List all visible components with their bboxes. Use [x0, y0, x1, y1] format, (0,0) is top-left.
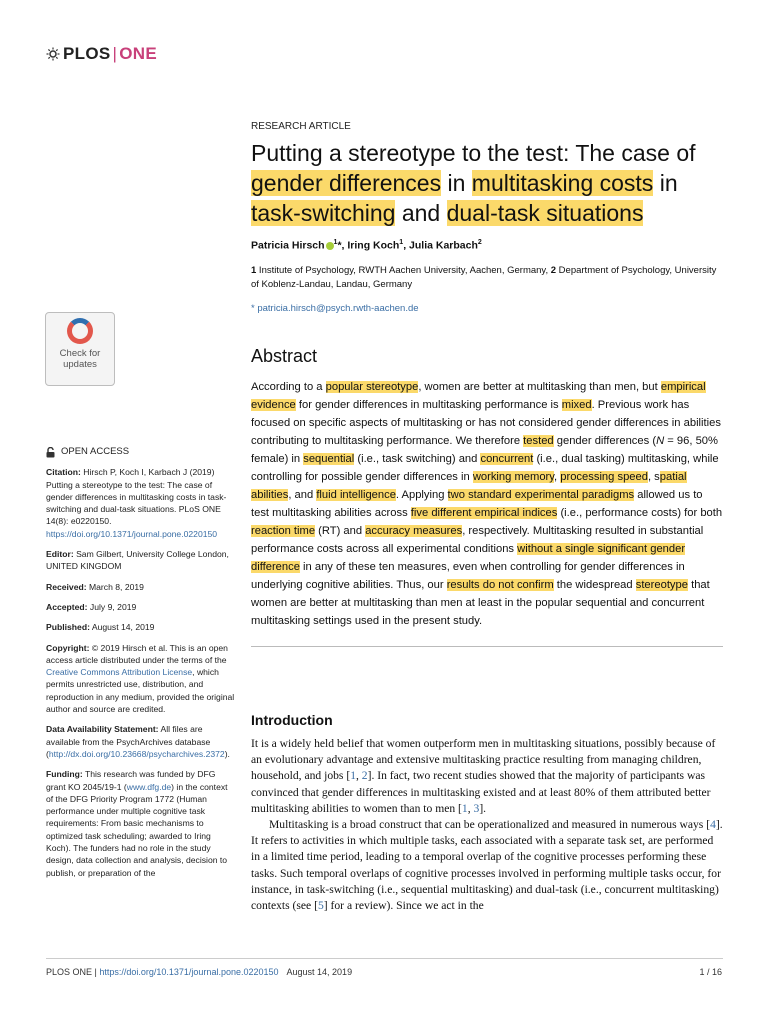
citation-ref-link[interactable]: 2: [361, 769, 368, 783]
abstract-text: , s: [647, 471, 660, 483]
footer-doi-link[interactable]: https://doi.org/10.1371/journal.pone.0220150: [99, 967, 279, 977]
highlighted-phrase: fluid intelligence: [316, 489, 396, 501]
abstract-text: that women are better at multitasking than men at least in the popular sequential and concurrent multitasking settings used in the present study.: [251, 579, 710, 627]
highlighted-phrase: empirical evidence: [251, 381, 706, 411]
orcid-icon[interactable]: [326, 242, 334, 250]
citation-ref-link[interactable]: 4: [710, 818, 716, 832]
introduction-body: [251, 736, 723, 914]
highlighted-phrase: concurrent: [480, 453, 534, 465]
highlighted-phrase: patial abilities: [251, 471, 687, 501]
author-list: Patricia Hirsch $^1$*, Iring Koch$^1$, Julia Karbach$^2$: [251, 239, 482, 252]
copyright: Copyright: © 2019 Hirsch et al. This is an open access article distributed under the terms of the Creative Commons Attribution License, which permits unrestricted use, distribution, and reproduction in any medium, provided the original author and source are credited.: [46, 642, 235, 715]
funding: Funding: This research was funded by DFG grant KO 2045/19-1 (www.dfg.de) in the context of the DFG Priority Program 1772 (Human performance under multiple cognitive task requirements: From basic mechanisms to optimized task scheduling; awarded to Iring Koch). The funders had no role in the study design, data collection and analysis, decision to publish, or preparation of the: [46, 769, 228, 878]
author-karbach[interactable]: , Julia Karbach: [403, 239, 478, 252]
abstract-text: gender differences (: [553, 435, 657, 447]
intro-text: ,: [355, 769, 362, 783]
received-date: Received: March 8, 2019: [46, 581, 144, 592]
abstract-text: , respectively. Multitasking resulted in substantial performance costs across all experimental conditions: [251, 525, 704, 555]
highlighted-phrase: stereotype: [635, 579, 688, 591]
article-type: RESEARCH ARTICLE: [251, 121, 351, 132]
intro-text: ].: [479, 801, 487, 815]
author-hirsch[interactable]: Patricia Hirsch: [251, 239, 325, 252]
citation-ref-link[interactable]: 5: [317, 899, 324, 913]
check-for-updates-badge[interactable]: Check for updates: [45, 312, 115, 386]
abstract-text: . Applying: [395, 489, 448, 501]
citation-ref-link[interactable]: 1: [461, 801, 468, 815]
abstract-text: for gender differences in multitasking performance is: [295, 399, 562, 411]
intro-text: ] for a review). Since we act in the: [323, 899, 484, 913]
introduction-heading: Introduction: [251, 712, 333, 728]
abstract-text: in any of these ten measures, even when controlling for gender differences in underlying cognitive abilities. Thus, our: [251, 561, 685, 591]
abstract-text: N: [656, 435, 665, 447]
abstract-heading: Abstract: [251, 346, 318, 366]
highlighted-phrase: without a single significant gender difference: [251, 543, 686, 573]
dfg-link[interactable]: www.dfg.de: [126, 781, 172, 792]
abstract-body: [251, 378, 723, 630]
abstract-text: the widespread: [553, 579, 636, 591]
published-date: Published: August 14, 2019: [46, 622, 155, 633]
citation-ref-link[interactable]: 3: [473, 801, 480, 815]
affiliations: 1 Institute of Psychology, RWTH Aachen University, Aachen, Germany, 2 Department of Psychology, University of Koblenz-Landau, Landau, Germany: [251, 265, 717, 290]
citation: Citation: Hirsch P, Koch I, Karbach J (2019) Putting a stereotype to the test: The case of gender differences in multitasking costs in task-switching and dual-task situations. PLoS ONE 14(8): e0220150. https://doi.org/10.1371/journal.pone.0220150: [46, 467, 227, 539]
data-availability: Data Availability Statement: All files are available from the PsychArchives database (http://dx.doi.org/10.23668/psycharchives.2372).: [46, 724, 230, 759]
logo-one: ONE: [119, 44, 157, 63]
accepted-date: Accepted: July 9, 2019: [46, 601, 137, 612]
citation-ref-link[interactable]: 1: [350, 769, 356, 783]
intro-text: ]. It refers to activities in which multiple tasks, each associated with a separate task set, are performed in a limited time period, leading to a temporal overlap of the cognitive processes performing these tasks. Such temporal overlaps of cognitive processes involved in performing multiple tasks occur, for instance, in task-switching (i.e., sequential multitasking) and dual-task (i.e., concurrent multitasking) contexts (see [: [251, 818, 723, 913]
abstract-text: , women are better at multitasking than men, but: [418, 381, 661, 393]
intro-paragraph-1: [251, 736, 723, 817]
abstract-text: According to a: [251, 381, 326, 393]
author-koch[interactable]: , Iring Koch: [341, 239, 400, 252]
highlighted-phrase: two standard experimental paradigms: [447, 489, 635, 501]
intro-text: ]. In fact, two recent studies showed that the majority of participants was convinced that gender differences in multitasking existed and at least 80% of them attributed better multitasking abilities to women than to men [: [251, 769, 711, 815]
abstract-text: . Previous work has focused on specific aspects of multitasking or has not considered gender differences in abilities contributing to multitasking performance. We therefore: [251, 399, 721, 447]
page-number: 1 / 16: [699, 967, 722, 977]
editor: Editor: Sam Gilbert, University College London, UNITED KINGDOM: [46, 549, 229, 572]
license-link[interactable]: Creative Commons Attribution License: [46, 667, 193, 678]
highlighted-phrase: working memory: [472, 471, 555, 483]
footer-divider: [46, 958, 723, 959]
open-access-label: OPEN ACCESS: [46, 446, 236, 458]
email-link[interactable]: patricia.hirsch@psych.rwth-aachen.de: [257, 303, 419, 314]
section-divider: [251, 646, 723, 647]
page-footer: PLOS ONE | https://doi.org/10.1371/journal.pone.0220150 August 14, 2019: [46, 967, 353, 977]
highlighted-phrase: accuracy measures: [365, 525, 463, 537]
check-updates-icon: [67, 318, 93, 344]
citation-doi-link[interactable]: https://doi.org/10.1371/journal.pone.0220150: [46, 528, 218, 539]
open-lock-icon: [46, 447, 55, 458]
abstract-text: (i.e., dual tasking) multitasking, while controlling for possible gender differences in: [251, 453, 719, 483]
data-doi-link[interactable]: http://dx.doi.org/10.23668/psycharchives.2372: [48, 748, 225, 759]
highlighted-phrase: sequential: [303, 453, 355, 465]
abstract-text: allowed us to test multitasking abilities across: [251, 489, 703, 519]
abstract-text: , and: [288, 489, 317, 501]
highlighted-phrase: tested: [523, 435, 554, 447]
highlighted-phrase: five different empirical indices: [410, 507, 558, 519]
logo-separator: |: [112, 44, 118, 63]
intro-paragraph-2: [251, 817, 723, 914]
intro-text: Multitasking is a broad construct that can be operationalized and measured in numerous ways [: [269, 818, 711, 832]
highlighted-phrase: processing speed: [560, 471, 648, 483]
abstract-text: ,: [554, 471, 561, 483]
intro-text: ,: [467, 801, 474, 815]
abstract-text: (i.e., task switching) and: [354, 453, 481, 465]
journal-logo[interactable]: [46, 44, 157, 64]
logo-plos: PLOS: [63, 44, 111, 63]
corresponding-email: * patricia.hirsch@psych.rwth-aachen.de: [251, 303, 419, 314]
article-title: Putting a stereotype to the test: The case of gender differences in multitasking costs in task-switching and dual-task situations: [251, 140, 696, 226]
plos-sun-icon: [46, 47, 60, 61]
article-info-sidebar: [46, 446, 236, 887]
highlighted-phrase: popular stereotype: [325, 381, 419, 393]
intro-text: It is a widely held belief that women outperform men in multitasking situations, possibly because of an evolutionary advantage and extensive multitasking practice resulting from managing children, household, and jobs [: [251, 737, 716, 783]
abstract-text: (RT) and: [315, 525, 366, 537]
highlighted-phrase: results do not confirm: [446, 579, 554, 591]
abstract-text: = 96, 50% female) in: [251, 435, 718, 465]
abstract-text: (i.e., performance costs) for both: [557, 507, 723, 519]
highlighted-phrase: reaction time: [251, 525, 316, 537]
highlighted-phrase: mixed: [561, 399, 592, 411]
